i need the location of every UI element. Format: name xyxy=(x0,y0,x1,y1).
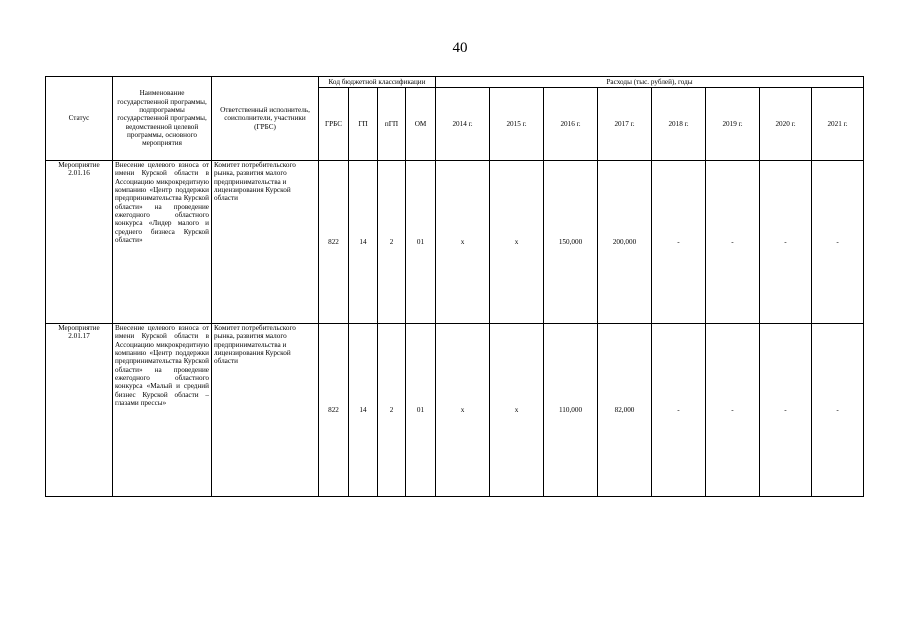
row-code-om: 01 xyxy=(406,161,436,324)
header-year: 2020 г. xyxy=(760,88,812,161)
row-value: x xyxy=(490,161,544,324)
row-code-pgp: 2 xyxy=(378,324,406,497)
row-status: Мероприятие 2.01.16 xyxy=(46,161,113,324)
row-value: 110,000 xyxy=(544,324,598,497)
header-year: 2016 г. xyxy=(544,88,598,161)
header-code-grbs: ГРБС xyxy=(319,88,349,161)
row-executor: Комитет потребительского рынка, развития малого предпринимательства и лицензирования Курской области xyxy=(212,161,319,324)
row-value: x xyxy=(436,324,490,497)
header-year: 2018 г. xyxy=(652,88,706,161)
row-value: - xyxy=(812,324,864,497)
row-name: Внесение целевого взноса от имени Курской области в Ассоциацию микрокредитную компанию «Центр поддержки предпринимательства Курской области» на проведение ежегодного областного конкурса «Малый и средний бизнес Курской области – глазами прессы» xyxy=(113,324,212,497)
header-year: 2017 г. xyxy=(598,88,652,161)
header-expenses-group: Расходы (тыс. рублей), годы xyxy=(436,77,864,88)
page-number: 40 xyxy=(452,40,468,56)
row-code-grbs: 822 xyxy=(319,324,349,497)
row-value: - xyxy=(760,324,812,497)
header-code-pgp: пГП xyxy=(378,88,406,161)
header-year: 2015 г. xyxy=(490,88,544,161)
header-year: 2014 г. xyxy=(436,88,490,161)
header-budget-code-group: Код бюджетной классификации xyxy=(319,77,436,88)
row-executor: Комитет потребительского рынка, развития малого предпринимательства и лицензирования Курской области xyxy=(212,324,319,497)
row-value: 150,000 xyxy=(544,161,598,324)
row-value: - xyxy=(812,161,864,324)
budget-table xyxy=(45,76,864,497)
table-row xyxy=(46,324,864,497)
header-year: 2021 г. xyxy=(812,88,864,161)
row-code-gp: 14 xyxy=(349,161,378,324)
row-value: x xyxy=(436,161,490,324)
table-row xyxy=(46,161,864,324)
header-code-gp: ГП xyxy=(349,88,378,161)
row-code-om: 01 xyxy=(406,324,436,497)
row-value: 200,000 xyxy=(598,161,652,324)
row-value: - xyxy=(652,324,706,497)
row-code-gp: 14 xyxy=(349,324,378,497)
row-value: x xyxy=(490,324,544,497)
row-value: - xyxy=(706,161,760,324)
row-value: - xyxy=(706,324,760,497)
row-code-grbs: 822 xyxy=(319,161,349,324)
row-value: - xyxy=(652,161,706,324)
row-value: 82,000 xyxy=(598,324,652,497)
header-program-name: Наименование государственной программы, подпрограммы государственной программы, ведомственной целевой программы, основного мероприятия xyxy=(113,77,212,161)
header-status: Статус xyxy=(46,77,113,161)
header-year: 2019 г. xyxy=(706,88,760,161)
row-code-pgp: 2 xyxy=(378,161,406,324)
row-value: - xyxy=(760,161,812,324)
header-executor: Ответственный исполнитель, соисполнители, участники (ГРБС) xyxy=(212,77,319,161)
row-name: Внесение целевого взноса от имени Курской области в Ассоциацию микрокредитную компанию «Центр поддержки предпринимательства Курской области» на проведение ежегодного областного конкурса «Лидер малого и среднего бизнеса Курской области» xyxy=(113,161,212,324)
row-status: Мероприятие 2.01.17 xyxy=(46,324,113,497)
header-code-om: ОМ xyxy=(406,88,436,161)
